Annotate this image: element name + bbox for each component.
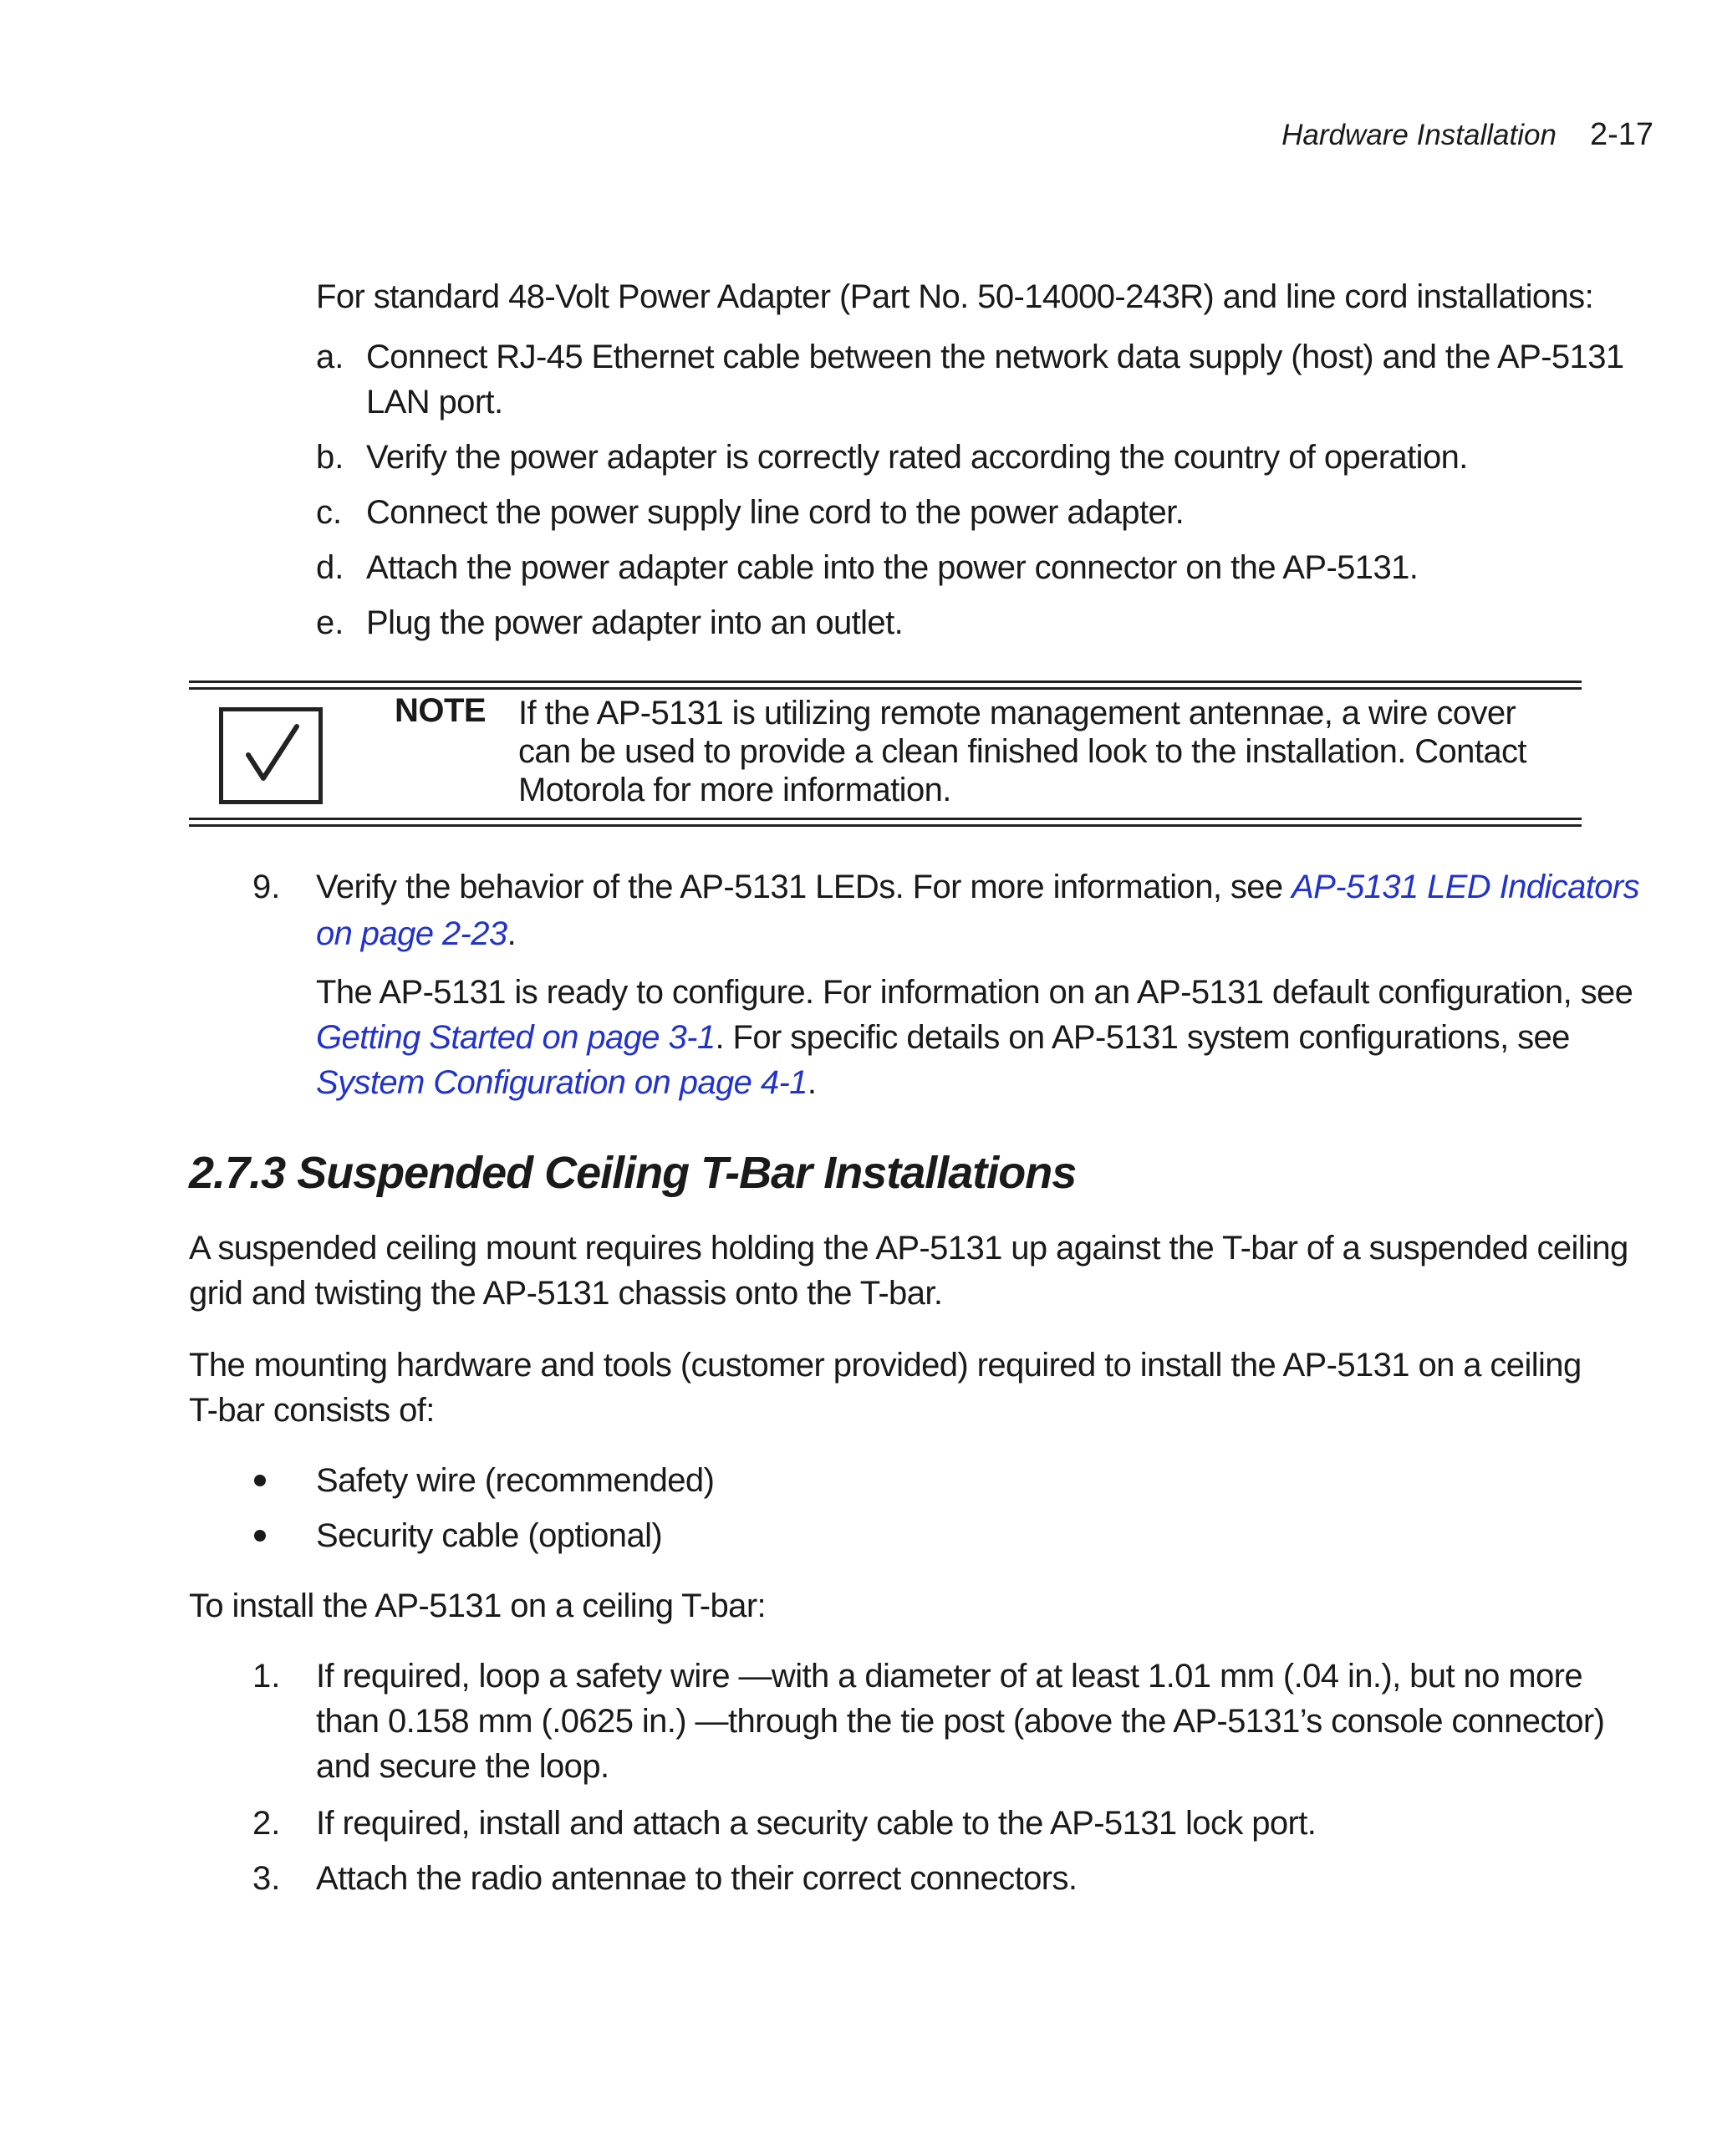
step-9-period: .: [507, 915, 517, 952]
section-para2-line2: T-bar consists of:: [189, 1392, 435, 1429]
note-line-3: Motorola for more information.: [518, 772, 951, 808]
note-line-2: can be used to provide a clean finished look to the installation. Contact: [518, 733, 1526, 770]
link-led-indicators[interactable]: AP-5131 LED Indicators: [1292, 869, 1640, 905]
step-c-label: c.: [316, 494, 343, 531]
step-c-text: Connect the power supply line cord to the power adapter.: [366, 494, 1185, 531]
ready-para-line2: [316, 1015, 1570, 1060]
step-d-label: d.: [316, 549, 344, 586]
ready-para-line1: The AP-5131 is ready to configure. For information on an AP-5131 default configuration, see: [316, 974, 1633, 1011]
install-step-3-text: Attach the radio antennae to their correct connectors.: [316, 1860, 1078, 1897]
section-heading: 2.7.3 Suspended Ceiling T-Bar Installations: [189, 1148, 1077, 1198]
note-label: NOTE: [395, 692, 487, 729]
note-top-rule-2: [189, 687, 1582, 690]
link-system-configuration[interactable]: System Configuration on page 4-1: [316, 1064, 808, 1101]
install-step-1-label: 1.: [252, 1658, 281, 1695]
running-header: [1281, 117, 1653, 153]
step-a-label: a.: [316, 339, 344, 375]
note-bottom-rule-2: [189, 824, 1582, 827]
step-e-text: Plug the power adapter into an outlet.: [366, 604, 904, 641]
note-top-rule: [189, 680, 1582, 683]
step-9-line1: [316, 864, 1639, 910]
step-d-text: Attach the power adapter cable into the power connector on the AP-5131.: [366, 549, 1419, 586]
header-section-title: Hardware Installation: [1281, 119, 1557, 151]
section-para1-line2: grid and twisting the AP-5131 chassis onto the T-bar.: [189, 1275, 943, 1312]
bullet-dot: [254, 1475, 266, 1486]
section-para1-line1: A suspended ceiling mount requires holding the AP-5131 up against the T-bar of a suspended ceiling: [189, 1230, 1628, 1267]
note-line-1: If the AP-5131 is utilizing remote management antennae, a wire cover: [518, 695, 1516, 731]
note-bottom-rule: [189, 818, 1582, 820]
step-a-line2: LAN port.: [366, 384, 503, 420]
step-b-text: Verify the power adapter is correctly rated according the country of operation.: [366, 439, 1468, 476]
step-a-line1: Connect RJ-45 Ethernet cable between the network data supply (host) and the AP-5131: [366, 339, 1624, 375]
bullet-dot: [254, 1530, 266, 1542]
ready-para-period: .: [807, 1064, 817, 1101]
step-b-label: b.: [316, 439, 344, 476]
step-9-text: Verify the behavior of the AP-5131 LEDs. For more information, see: [316, 869, 1292, 905]
install-step-2-label: 2.: [252, 1805, 281, 1842]
link-getting-started[interactable]: Getting Started on page 3-1: [316, 1019, 716, 1056]
section-para2-line1: The mounting hardware and tools (customer provided) required to install the AP-5131 on a ceiling: [189, 1347, 1582, 1384]
page-number: 2-17: [1589, 117, 1653, 152]
bullet-item-1: Safety wire (recommended): [316, 1462, 715, 1499]
step-9-label: 9.: [252, 869, 281, 905]
install-intro: To install the AP-5131 on a ceiling T-bar:: [189, 1588, 767, 1624]
install-step-1-line3: and secure the loop.: [316, 1748, 609, 1785]
install-step-3-label: 3.: [252, 1860, 281, 1897]
ready-para-line2-text: . For specific details on AP-5131 system configurations, see: [715, 1019, 1570, 1056]
ready-para-line3: [316, 1060, 816, 1105]
install-step-1-line1: If required, loop a safety wire —with a diameter of at least 1.01 mm (.04 in.), but no more: [316, 1658, 1583, 1695]
step-e-label: e.: [316, 604, 344, 641]
link-led-indicators-page[interactable]: on page 2-23: [316, 915, 507, 952]
step-9-line2: [316, 911, 516, 956]
intro-paragraph: For standard 48-Volt Power Adapter (Part No. 50-14000-243R) and line cord installations:: [316, 278, 1594, 315]
install-step-2-text: If required, install and attach a security cable to the AP-5131 lock port.: [316, 1805, 1317, 1842]
checkmark-icon: [219, 707, 323, 804]
bullet-item-2: Security cable (optional): [316, 1517, 663, 1554]
install-step-1-line2: than 0.158 mm (.0625 in.) —through the tie post (above the AP-5131’s console connector): [316, 1703, 1605, 1740]
